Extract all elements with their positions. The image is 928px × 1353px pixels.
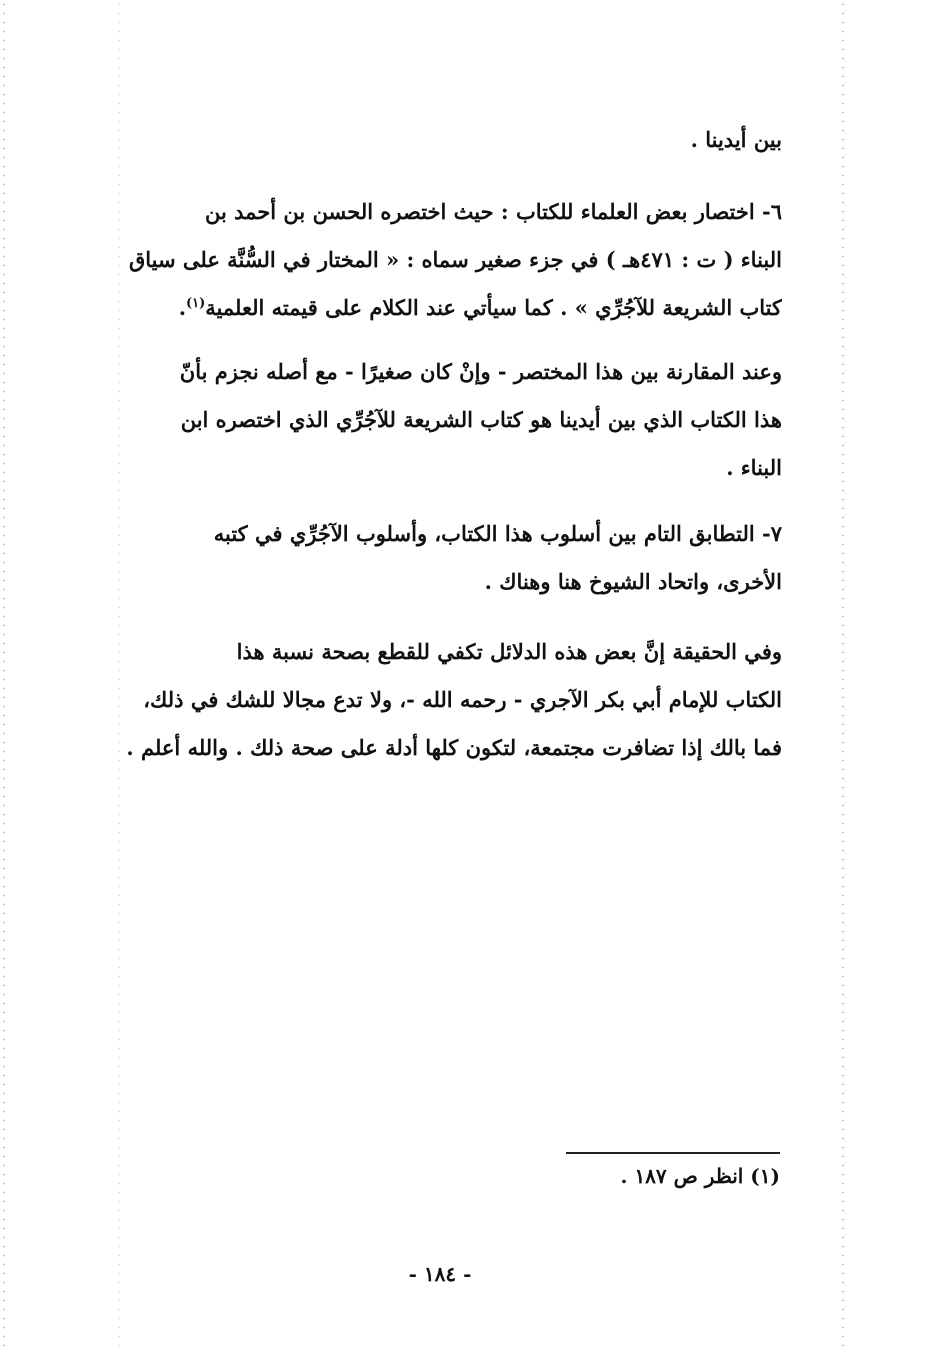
paragraph-conclusion — [78, 628, 782, 772]
paragraph-continuation — [78, 116, 782, 164]
paragraph-point-7 — [78, 510, 782, 606]
text-line: وعند المقارنة بين هذا المختصر - وإنْ كان صغيرًا - مع أصله نجزم بأنّ — [179, 359, 782, 384]
page-number: - ١٨٤ - — [408, 1262, 472, 1286]
text-line: الأخرى، واتحاد الشيوخ هنا وهناك . — [484, 569, 782, 594]
text-line: وفي الحقيقة إنَّ بعض هذه الدلائل تكفي للقطع بصحة نسبة هذا — [236, 639, 782, 664]
text-line: فما بالك إذا تضافرت مجتمعة، لتكون كلها أدلة على صحة ذلك . والله أعلم . — [126, 735, 782, 760]
paragraph-comparison — [78, 348, 782, 492]
sentence-end: . — [178, 295, 186, 320]
footnote: (١) انظر ص ١٨٧ . — [620, 1164, 780, 1188]
scan-edge-left — [3, 0, 5, 1353]
scan-edge-right — [842, 0, 844, 1353]
text-line: هذا الكتاب الذي بين أيدينا هو كتاب الشريعة للآجُرِّي الذي اختصره ابن — [180, 407, 782, 432]
footnote-reference: (١) — [186, 296, 206, 311]
text-line: ٧- التطابق التام بين أسلوب هذا الكتاب، وأسلوب الآجُرِّي في كتبه — [213, 521, 782, 546]
text-line-with-footnote — [78, 284, 782, 332]
footnote-separator — [566, 1152, 780, 1154]
text-line: بين أيدينا . — [690, 127, 782, 152]
text-segment: كتاب الشريعة للآجُرِّي » . كما سيأتي عند الكلام على قيمته العلمية — [205, 295, 782, 320]
text-line: البناء ( ت : ٤٧١هـ ) في جزء صغير سماه : « المختار في السُّنَّة على سياق — [128, 247, 782, 272]
text-line: ٦- اختصار بعض العلماء للكتاب : حيث اختصره الحسن بن أحمد بن — [205, 199, 782, 224]
paragraph-point-6 — [78, 188, 782, 332]
text-line: البناء . — [726, 455, 782, 480]
text-line: الكتاب للإمام أبي بكر الآجري - رحمه الله -، ولا تدع مجالا للشك في ذلك، — [143, 687, 782, 712]
